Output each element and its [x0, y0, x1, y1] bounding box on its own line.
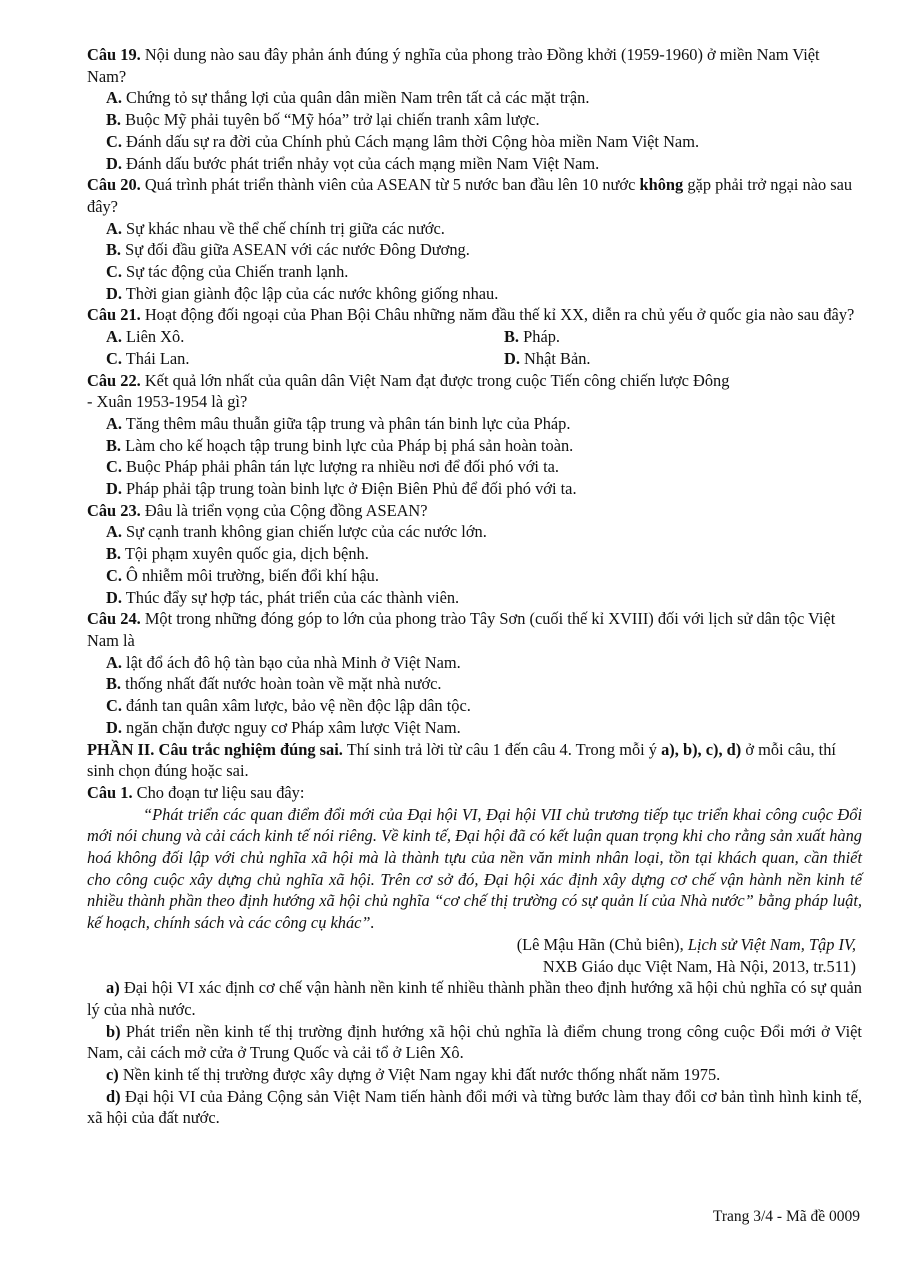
- option-key: B.: [106, 240, 122, 260]
- part2-items: a), b), c), d): [661, 739, 742, 759]
- statement-text: Đại hội VI của Đảng Cộng sản Việt Nam tiến hành đổi mới và từng bước làm thay đổi cơ bản tình hình kinh tế, xã hội của đất nước.: [87, 1086, 862, 1128]
- option-key: B.: [106, 544, 122, 564]
- option-text: Làm cho kế hoạch tập trung binh lực của Pháp bị phá sản hoàn toàn.: [125, 435, 574, 455]
- source-citation-publisher: NXB Giáo dục Việt Nam, Hà Nội, 2013, tr.511): [542, 956, 856, 976]
- question-text: Cho đoạn tư liệu sau đây:: [136, 782, 305, 802]
- option-key: A.: [106, 522, 122, 542]
- part2-heading: [87, 739, 862, 782]
- question-24: [87, 608, 862, 651]
- statement-key: c): [106, 1065, 119, 1085]
- option-b: [87, 239, 862, 261]
- option-text: Nhật Bản.: [524, 348, 591, 368]
- statement-key: b): [106, 1021, 121, 1041]
- option-d: [504, 348, 862, 370]
- statement-text: Phát triển nền kinh tế thị trường định hướng xã hội chủ nghĩa là điểm chung trong công cuộc Đổi mới ở Việt Nam, cải cách mở cửa ở Trung Quốc và cải tổ ở Liên Xô.: [87, 1021, 862, 1063]
- question-text-continued: - Xuân 1953-1954 là gì?: [87, 392, 248, 412]
- option-text: Thúc đẩy sự hợp tác, phát triển của các thành viên.: [125, 587, 460, 607]
- statement-c: [87, 1064, 862, 1086]
- option-key: D.: [504, 348, 520, 368]
- question-text: Quá trình phát triển thành viên của ASEAN từ 5 nước ban đầu lên 10 nước: [144, 175, 636, 195]
- option-text: Sự đối đầu giữa ASEAN với các nước Đông Dương.: [125, 240, 470, 260]
- option-d: [87, 153, 862, 175]
- option-key: A.: [106, 413, 122, 433]
- option-text: Đánh dấu bước phát triển nhảy vọt của cách mạng miền Nam Việt Nam.: [126, 153, 600, 173]
- question-19: [87, 44, 862, 87]
- option-text: Buộc Pháp phải phân tán lực lượng ra nhiều nơi để đối phó với ta.: [126, 457, 560, 477]
- option-c: [106, 348, 504, 370]
- option-text: đánh tan quân xâm lược, bảo vệ nền độc lập dân tộc.: [126, 696, 471, 716]
- option-text: Buộc Mỹ phải tuyên bố “Mỹ hóa” trở lại chiến tranh xâm lược.: [125, 110, 540, 130]
- option-text: ngăn chặn được nguy cơ Pháp xâm lược Việt Nam.: [126, 717, 461, 737]
- option-text: Liên Xô.: [126, 327, 185, 347]
- option-text: Chứng tỏ sự thắng lợi của quân dân miền Nam trên tất cả các mặt trận.: [126, 88, 590, 108]
- option-d: [87, 478, 862, 500]
- option-b: [87, 435, 862, 457]
- option-text: Sự cạnh tranh không gian chiến lược của các nước lớn.: [126, 522, 487, 542]
- option-b: [87, 109, 862, 131]
- option-a: [87, 218, 862, 240]
- question-text: gặp phải trở ngại nào sau đây?: [87, 175, 853, 216]
- question-number: Câu 21.: [87, 305, 141, 325]
- option-text: Pháp phải tập trung toàn binh lực ở Điện Biên Phủ để đối phó với ta.: [126, 479, 577, 499]
- option-text: Pháp.: [523, 327, 561, 347]
- statement-key: a): [106, 978, 120, 998]
- question-21: [87, 304, 862, 326]
- option-c: [87, 695, 862, 717]
- option-c: [87, 456, 862, 478]
- option-key: C.: [106, 131, 122, 151]
- question-22: [87, 370, 862, 413]
- option-d: [87, 717, 862, 739]
- page-footer: Trang 3/4 - Mã đề 0009: [712, 1208, 860, 1225]
- option-text: Tăng thêm mâu thuẫn giữa tập trung và phân tán binh lực của Pháp.: [125, 413, 571, 433]
- option-a: [87, 521, 862, 543]
- option-key: A.: [106, 327, 122, 347]
- option-key: B.: [106, 435, 122, 455]
- option-key: B.: [504, 327, 520, 347]
- option-text: Sự tác động của Chiến tranh lạnh.: [126, 262, 349, 282]
- option-c: [87, 131, 862, 153]
- part2-instructions: Thí sinh trả lời từ câu 1 đến câu 4. Trong mỗi ý: [346, 739, 657, 759]
- question-number: Câu 20.: [87, 175, 141, 195]
- statement-b: [87, 1021, 862, 1064]
- statement-text: Nền kinh tế thị trường được xây dựng ở Việt Nam ngay khi đất nước thống nhất năm 1975.: [122, 1065, 721, 1085]
- question-20: [87, 174, 862, 217]
- option-key: D.: [106, 153, 122, 173]
- citation-author: (Lê Mậu Hãn (Chủ biên),: [516, 934, 684, 954]
- question-emphasis: không: [639, 175, 684, 195]
- option-key: C.: [106, 565, 122, 585]
- option-a: [87, 413, 862, 435]
- question-text: Nội dung nào sau đây phản ánh đúng ý nghĩa của phong trào Đồng khởi (1959-1960) ở miền Nam Việt Nam?: [87, 45, 820, 86]
- option-a: [87, 652, 862, 674]
- part2-title: PHẦN II. Câu trắc nghiệm đúng sai.: [87, 739, 343, 759]
- question-text: Đâu là triển vọng của Cộng đồng ASEAN?: [144, 500, 428, 520]
- option-d: [87, 587, 862, 609]
- option-key: D.: [106, 479, 122, 499]
- option-text: lật đổ ách đô hộ tàn bạo của nhà Minh ở Việt Nam.: [126, 652, 461, 672]
- option-text: Thái Lan.: [125, 348, 190, 368]
- statement-a: [87, 977, 862, 1020]
- option-a: [106, 326, 504, 348]
- option-text: Thời gian giành độc lập của các nước không giống nhau.: [125, 283, 499, 303]
- option-key: C.: [106, 696, 122, 716]
- question-number: Câu 23.: [87, 500, 141, 520]
- question-number: Câu 1.: [87, 782, 133, 802]
- option-key: B.: [106, 674, 122, 694]
- source-citation: [87, 934, 862, 956]
- question-23: [87, 500, 862, 522]
- statement-d: [87, 1086, 862, 1129]
- option-text: Ô nhiễm môi trường, biến đổi khí hậu.: [126, 565, 379, 585]
- option-key: A.: [106, 218, 122, 238]
- option-d: [87, 283, 862, 305]
- part2-instructions-continued: ở mỗi câu, thí sinh chọn đúng hoặc sai.: [87, 739, 836, 781]
- option-key: B.: [106, 110, 122, 130]
- statement-text: Đại hội VI xác định cơ chế vận hành nền kinh tế nhiều thành phần theo định hướng xã hội chủ nghĩa có sự quản lý của nhà nước.: [87, 978, 862, 1019]
- question-number: Câu 22.: [87, 370, 141, 390]
- option-key: A.: [106, 652, 122, 672]
- option-c: [87, 261, 862, 283]
- question-number: Câu 24.: [87, 609, 141, 629]
- option-b: [504, 326, 862, 348]
- exam-page: [87, 44, 862, 1129]
- question-number: Câu 19.: [87, 45, 141, 64]
- option-text: thống nhất đất nước hoàn toàn về mặt nhà nước.: [125, 674, 442, 694]
- option-key: D.: [106, 283, 122, 303]
- options-grid: [87, 326, 862, 369]
- option-key: C.: [106, 457, 122, 477]
- option-b: [87, 673, 862, 695]
- question-text: Một trong những đóng góp to lớn của phong trào Tây Sơn (cuối thế kỉ XVIII) đối với lịch sử dân tộc Việt Nam là: [87, 609, 836, 650]
- question-text: Kết quả lớn nhất của quân dân Việt Nam đạt được trong cuộc Tiến công chiến lược Đông: [144, 370, 730, 390]
- statement-key: d): [106, 1086, 121, 1106]
- option-key: D.: [106, 587, 122, 607]
- option-text: Tội phạm xuyên quốc gia, dịch bệnh.: [124, 544, 369, 564]
- option-key: D.: [106, 717, 122, 737]
- option-text: Đánh dấu sự ra đời của Chính phủ Cách mạng lâm thời Cộng hòa miền Nam Việt Nam.: [126, 131, 700, 151]
- source-quote: “Phát triển các quan điểm đổi mới của Đại hội VI, Đại hội VII chủ trương tiếp tục triển khai công cuộc Đổi mới nói chung và cải cách kinh tế nói riêng. Về kinh tế, Đại hội đã có kết luận quan trọng khi cho rằng sản xuất hàng hoá không đối lập với chủ nghĩa xã hội mà là thành tựu của nền văn minh nhân loại, tồn tại khách quan, cần thiết cho công cuộc xây dựng chủ nghĩa xã hội. Trên cơ sở đó, Đại hội xác định xây dựng cơ chế vận hành nền kinh tế nhiều thành phần theo định hướng xã hội chủ nghĩa “cơ chế thị trường có sự quản lí của Nhà nước” bằng pháp luật, kế hoạch, chính sách và các công cụ khác”.: [87, 804, 862, 933]
- option-b: [87, 543, 862, 565]
- citation-title: Lịch sử Việt Nam, Tập IV,: [687, 934, 856, 954]
- option-a: [87, 87, 862, 109]
- option-c: [87, 565, 862, 587]
- option-key: C.: [106, 262, 122, 282]
- part2-question-1: [87, 782, 862, 804]
- option-key: C.: [106, 348, 122, 368]
- option-text: Sự khác nhau về thể chế chính trị giữa các nước.: [126, 218, 445, 238]
- question-text: Hoạt động đối ngoại của Phan Bội Châu những năm đầu thế kỉ XX, diễn ra chủ yếu ở quốc gia nào sau đây?: [144, 305, 855, 325]
- option-key: A.: [106, 88, 122, 108]
